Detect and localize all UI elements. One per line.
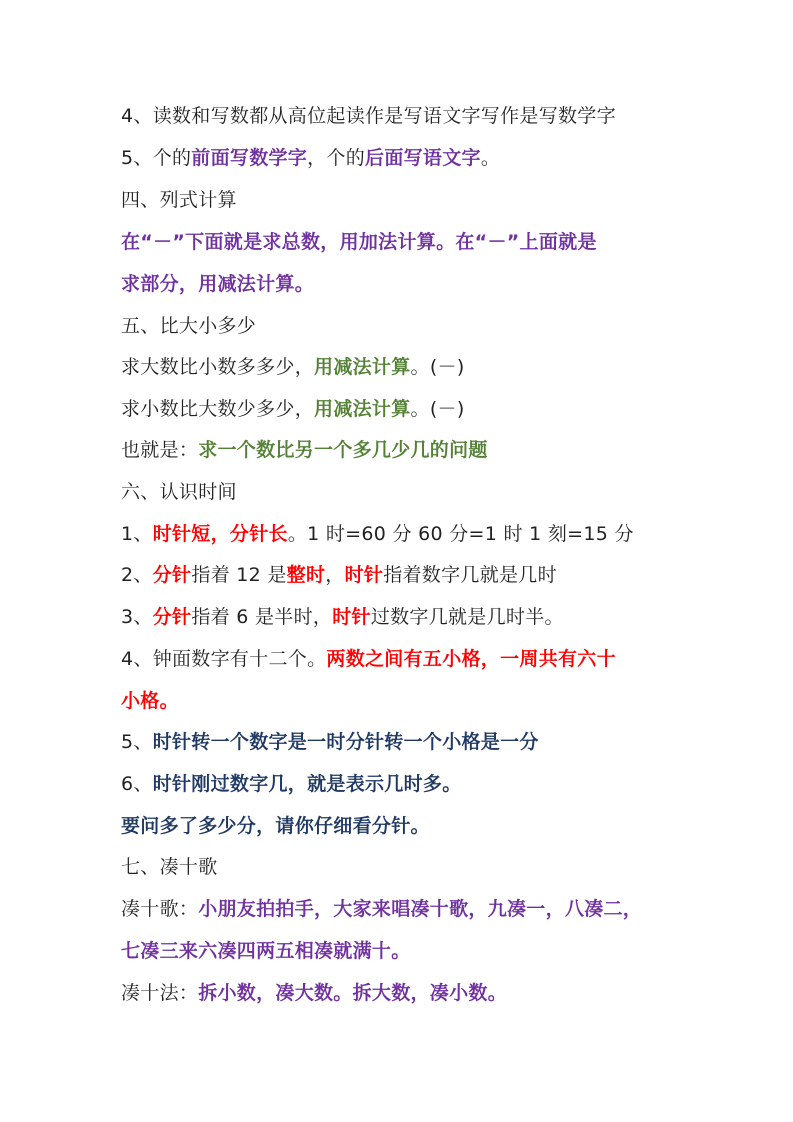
- line-item-4-read-write: [121, 103, 616, 129]
- line-heading-5: [121, 313, 256, 339]
- text-run: 。: [480, 147, 501, 169]
- text-run: 前面写数学字: [191, 147, 308, 169]
- text-run: 也就是：: [121, 439, 199, 461]
- line-heading-6: [121, 479, 237, 505]
- text-run: 求小数比大数少多少，: [121, 398, 315, 420]
- text-run: 整时: [286, 564, 326, 586]
- line-song-2: [121, 938, 411, 964]
- text-run: 后面写语文字: [365, 147, 481, 169]
- text-run: 1、: [121, 523, 153, 545]
- line-time-2: [121, 562, 557, 588]
- line-calc-rule-1: [121, 229, 597, 255]
- line-time-4-cont: [121, 688, 179, 714]
- text-run: 时针刚过数字几，就是表示几时多。: [152, 773, 462, 795]
- line-calc-rule-2: [121, 271, 314, 297]
- text-run: 过数字几就是几时半。: [370, 606, 564, 628]
- line-time-6: [121, 771, 462, 797]
- text-run: 4、读数和写数都从高位起读作是写语文字写作是写数学字: [121, 105, 616, 127]
- line-compare-summary: [121, 437, 488, 463]
- text-run: ，个的: [307, 147, 366, 169]
- text-run: 用减法计算: [314, 398, 411, 420]
- line-heading-4: [121, 187, 237, 213]
- text-run: 要问多了多少分，请你仔细看分针。: [121, 815, 430, 837]
- text-run: 。1 时=60 分 60 分=1 时 1 刻=15 分: [287, 523, 634, 545]
- line-heading-7: [121, 854, 218, 880]
- text-run: 3、: [121, 606, 153, 628]
- line-time-4: [121, 646, 616, 672]
- line-item-5-front-back: [121, 145, 500, 171]
- text-run: 凑十法：: [121, 982, 199, 1004]
- text-run: 小朋友拍拍手，大家来唱凑十歌，九凑一，八凑二，: [198, 898, 643, 920]
- text-run: 凑十歌：: [121, 898, 199, 920]
- text-run: 指着 6 是半时，: [191, 606, 333, 628]
- line-song-1: [121, 896, 642, 922]
- text-run: 时针转一个数字是一时分针转一个小格是一分: [152, 731, 539, 753]
- text-run: 分针: [152, 564, 192, 586]
- line-time-5: [121, 729, 539, 755]
- text-run: 求大数比小数多多少，: [121, 356, 315, 378]
- line-time-6-cont: [121, 813, 430, 839]
- line-time-1: [121, 521, 634, 547]
- text-run: 两数之间有五小格，一周共有六十: [326, 648, 616, 670]
- line-method: [121, 980, 507, 1006]
- text-run: 指着数字几就是几时: [383, 564, 557, 586]
- text-run: 六、认识时间: [121, 481, 237, 503]
- text-run: 5、个的: [121, 147, 192, 169]
- text-run: 四、列式计算: [121, 189, 237, 211]
- text-run: 分针: [152, 606, 192, 628]
- text-run: 七凑三来六凑四两五相凑就满十。: [121, 940, 411, 962]
- text-run: 时针: [332, 606, 371, 628]
- line-compare-more: [121, 354, 465, 380]
- text-run: 五、比大小多少: [121, 315, 257, 337]
- text-run: 6、: [121, 773, 153, 795]
- text-run: 小格。: [121, 690, 179, 712]
- line-time-3: [121, 604, 564, 630]
- text-run: 在“－”下面就是求总数，用加法计算。在“－”上面就是: [121, 231, 597, 253]
- text-run: 时针短，分针长: [152, 523, 288, 545]
- text-run: 5、: [121, 731, 153, 753]
- text-run: 。(－): [410, 398, 465, 420]
- text-run: 时针: [344, 564, 384, 586]
- text-run: 求一个数比另一个多几少几的问题: [198, 439, 488, 461]
- text-run: 4、钟面数字有十二个。: [121, 648, 327, 670]
- text-run: 用减法计算: [314, 356, 411, 378]
- text-run: 拆小数，凑大数。拆大数，凑小数。: [198, 982, 508, 1004]
- text-run: 七、凑十歌: [121, 856, 218, 878]
- text-run: 指着 12 是: [191, 564, 287, 586]
- text-run: 求部分，用减法计算。: [121, 273, 315, 295]
- text-run: ，: [325, 564, 345, 586]
- text-run: 2、: [121, 564, 153, 586]
- text-run: 。(－): [410, 356, 465, 378]
- line-compare-less: [121, 396, 465, 422]
